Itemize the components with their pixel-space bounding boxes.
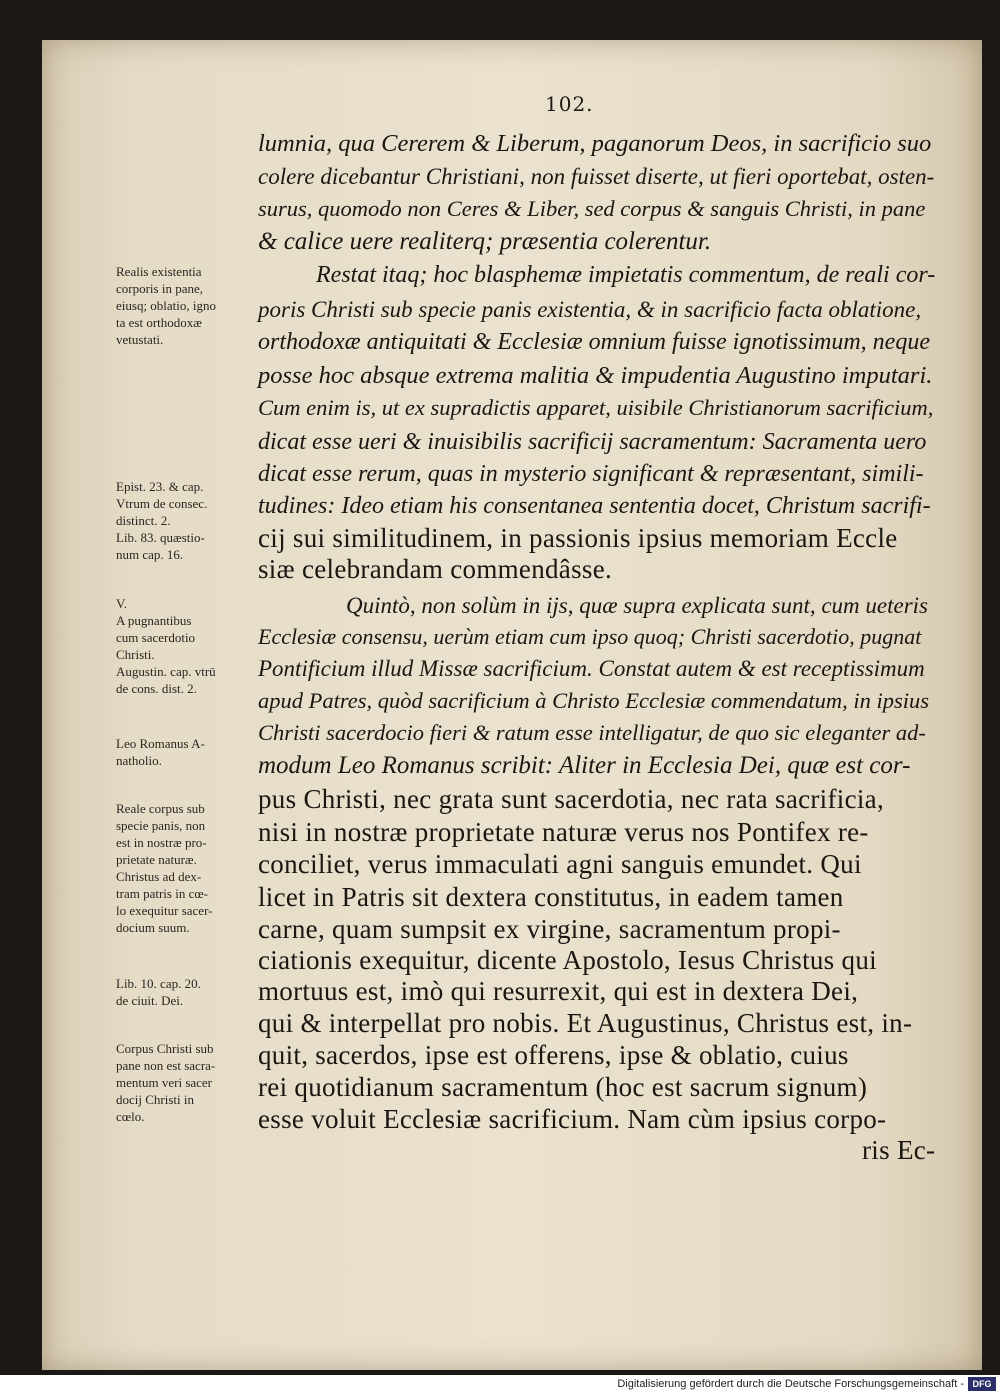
margin-note-line: Reale corpus sub (116, 801, 205, 816)
margin-note-line: specie panis, non (116, 818, 206, 833)
text-line: surus, quomodo non Ceres & Liber, sed corpus & sanguis Christi, in pane (258, 196, 926, 221)
text-line: ciationis exequitur, dicente Apostolo, Iesus Christus qui (258, 945, 877, 975)
text-line: orthodoxæ antiquitati & Ecclesiæ omnium fuisse ignotissimum, neque (258, 329, 930, 355)
margin-note (116, 735, 266, 769)
text-line: esse voluit Ecclesiæ sacrificium. Nam cùm ipsius corpo- (258, 1104, 887, 1134)
margin-note-line: V. (116, 596, 127, 611)
text-line: dicat esse rerum, quas in mysterio significant & repræsentant, simili- (258, 461, 924, 487)
text-line: quit, sacerdos, ipse est offerens, ipse & oblatio, cuius (258, 1040, 849, 1070)
text-line: nisi in nostræ proprietate naturæ verus nos Pontifex re- (258, 817, 869, 847)
text-line: qui & interpellat pro nobis. Et Augustinus, Christus est, in- (258, 1008, 913, 1038)
margin-note-line: Vtrum de consec. (116, 496, 208, 511)
footer-credit: Digitalisierung gefördert durch die Deutsche Forschungsgemeinschaft - (617, 1378, 964, 1390)
text-line: colere dicebantur Christiani, non fuisset diserte, ut fieri oportebat, osten- (258, 164, 935, 189)
margin-note-line: num cap. 16. (116, 547, 184, 562)
margin-note-line: Augustin. cap. vtrū (116, 664, 216, 679)
margin-note-line: est in nostræ pro- (116, 835, 207, 850)
text-line: poris Christi sub specie panis existentia, & in sacrificio facta oblatione, (258, 297, 922, 322)
margin-note-line: Realis existentia (116, 264, 202, 279)
margin-note-line: ta est orthodoxæ (116, 315, 202, 330)
text-line: licet in Patris sit dextera constitutus, in eadem tamen (258, 882, 844, 912)
text-line: mortuus est, imò qui resurrexit, qui est in dextera Dei, (258, 976, 859, 1006)
text-line: Ecclesiæ consensu, uerùm etiam cum ipso quoq; Christi sacerdotio, pugnat (258, 624, 922, 649)
margin-note-line: Lib. 83. quæstio- (116, 530, 205, 545)
margin-note-line: mentum veri sacer (116, 1075, 213, 1090)
margin-note-line: tram patris in cœ- (116, 886, 209, 901)
text-line: Pontificium illud Missæ sacrificium. Constat autem & est receptissimum (258, 656, 925, 681)
margin-note (116, 478, 266, 563)
text-line: Quintò, non solùm in ijs, quæ supra explicata sunt, cum ueteris (346, 593, 929, 618)
margin-note-line: Epist. 23. & cap. (116, 479, 204, 494)
text-line: siæ celebrandam commendâsse. (258, 554, 613, 584)
margin-note-line: natholio. (116, 753, 162, 768)
margin-note-line: vetustati. (116, 332, 164, 347)
page-number: 102. (545, 92, 594, 116)
margin-note-line: pane non est sacra- (116, 1058, 216, 1073)
text-line: tudines: Ideo etiam his consentanea sententia docet, Christum sacrifi- (258, 493, 931, 519)
margin-note-line: Lib. 10. cap. 20. (116, 976, 201, 991)
text-line: ris Ec- (862, 1135, 936, 1165)
text-line: dicat esse ueri & inuisibilis sacrificij sacramentum: Sacramenta uero (258, 429, 927, 455)
text-line: lumnia, qua Cererem & Liberum, paganorum Deos, in sacrificio suo (258, 130, 932, 157)
margin-note (116, 800, 266, 936)
text-line: modum Leo Romanus scribit: Aliter in Ecclesia Dei, quæ est cor- (258, 752, 911, 779)
text-line: Cum enim is, ut ex supradictis apparet, uisibile Christianorum sacrificium, (258, 395, 934, 420)
margin-note-line: cœlo. (116, 1109, 145, 1124)
margin-note-line: cum sacerdotio (116, 630, 196, 645)
text-line: & calice uere realiterq; præsentia colerentur. (258, 228, 712, 255)
margin-note-line: Leo Romanus A- (116, 736, 205, 751)
margin-note-line: Corpus Christi sub (116, 1041, 214, 1056)
margin-note-line: A pugnantibus (116, 613, 192, 628)
margin-note-line: de cons. dist. 2. (116, 681, 197, 696)
margin-note (116, 1040, 266, 1125)
margin-note (116, 595, 266, 697)
text-line: posse hoc absque extrema malitia & impudentia Augustino imputari. (258, 362, 933, 389)
margin-note-line: Christus ad dex- (116, 869, 202, 884)
text-line: carne, quam sumpsit ex virgine, sacramentum propi- (258, 914, 841, 944)
margin-note-line: eiusq; oblatio, igno (116, 298, 217, 313)
dfg-logo: DFG (968, 1377, 996, 1391)
margin-note-line: corporis in pane, (116, 281, 204, 296)
text-line: conciliet, verus immaculati agni sanguis emundet. Qui (258, 849, 862, 879)
margin-note-line: docij Christi in (116, 1092, 194, 1107)
text-line: Restat itaq; hoc blasphemæ impietatis commentum, de reali cor- (316, 262, 936, 288)
margin-note-line: lo exequitur sacer- (116, 903, 213, 918)
margin-note (116, 263, 266, 348)
text-line: apud Patres, quòd sacrificium à Christo Ecclesiæ commendatum, in ipsius (258, 688, 930, 713)
text-line: cij sui similitudinem, in passionis ipsius memoriam Eccle (258, 523, 898, 553)
margin-note-line: prietate naturæ. (116, 852, 197, 867)
margin-note (116, 975, 266, 1009)
text-line: rei quotidianum sacramentum (hoc est sacrum signum) (258, 1072, 868, 1102)
margin-note-line: Christi. (116, 647, 155, 662)
text-line: Christi sacerdocio fieri & ratum esse intelligatur, de quo sic eleganter ad- (258, 720, 926, 745)
margin-note-line: de ciuit. Dei. (116, 993, 184, 1008)
margin-note-line: docium suum. (116, 920, 190, 935)
text-line: pus Christi, nec grata sunt sacerdotia, nec rata sacrificia, (258, 784, 885, 814)
margin-note-line: distinct. 2. (116, 513, 171, 528)
